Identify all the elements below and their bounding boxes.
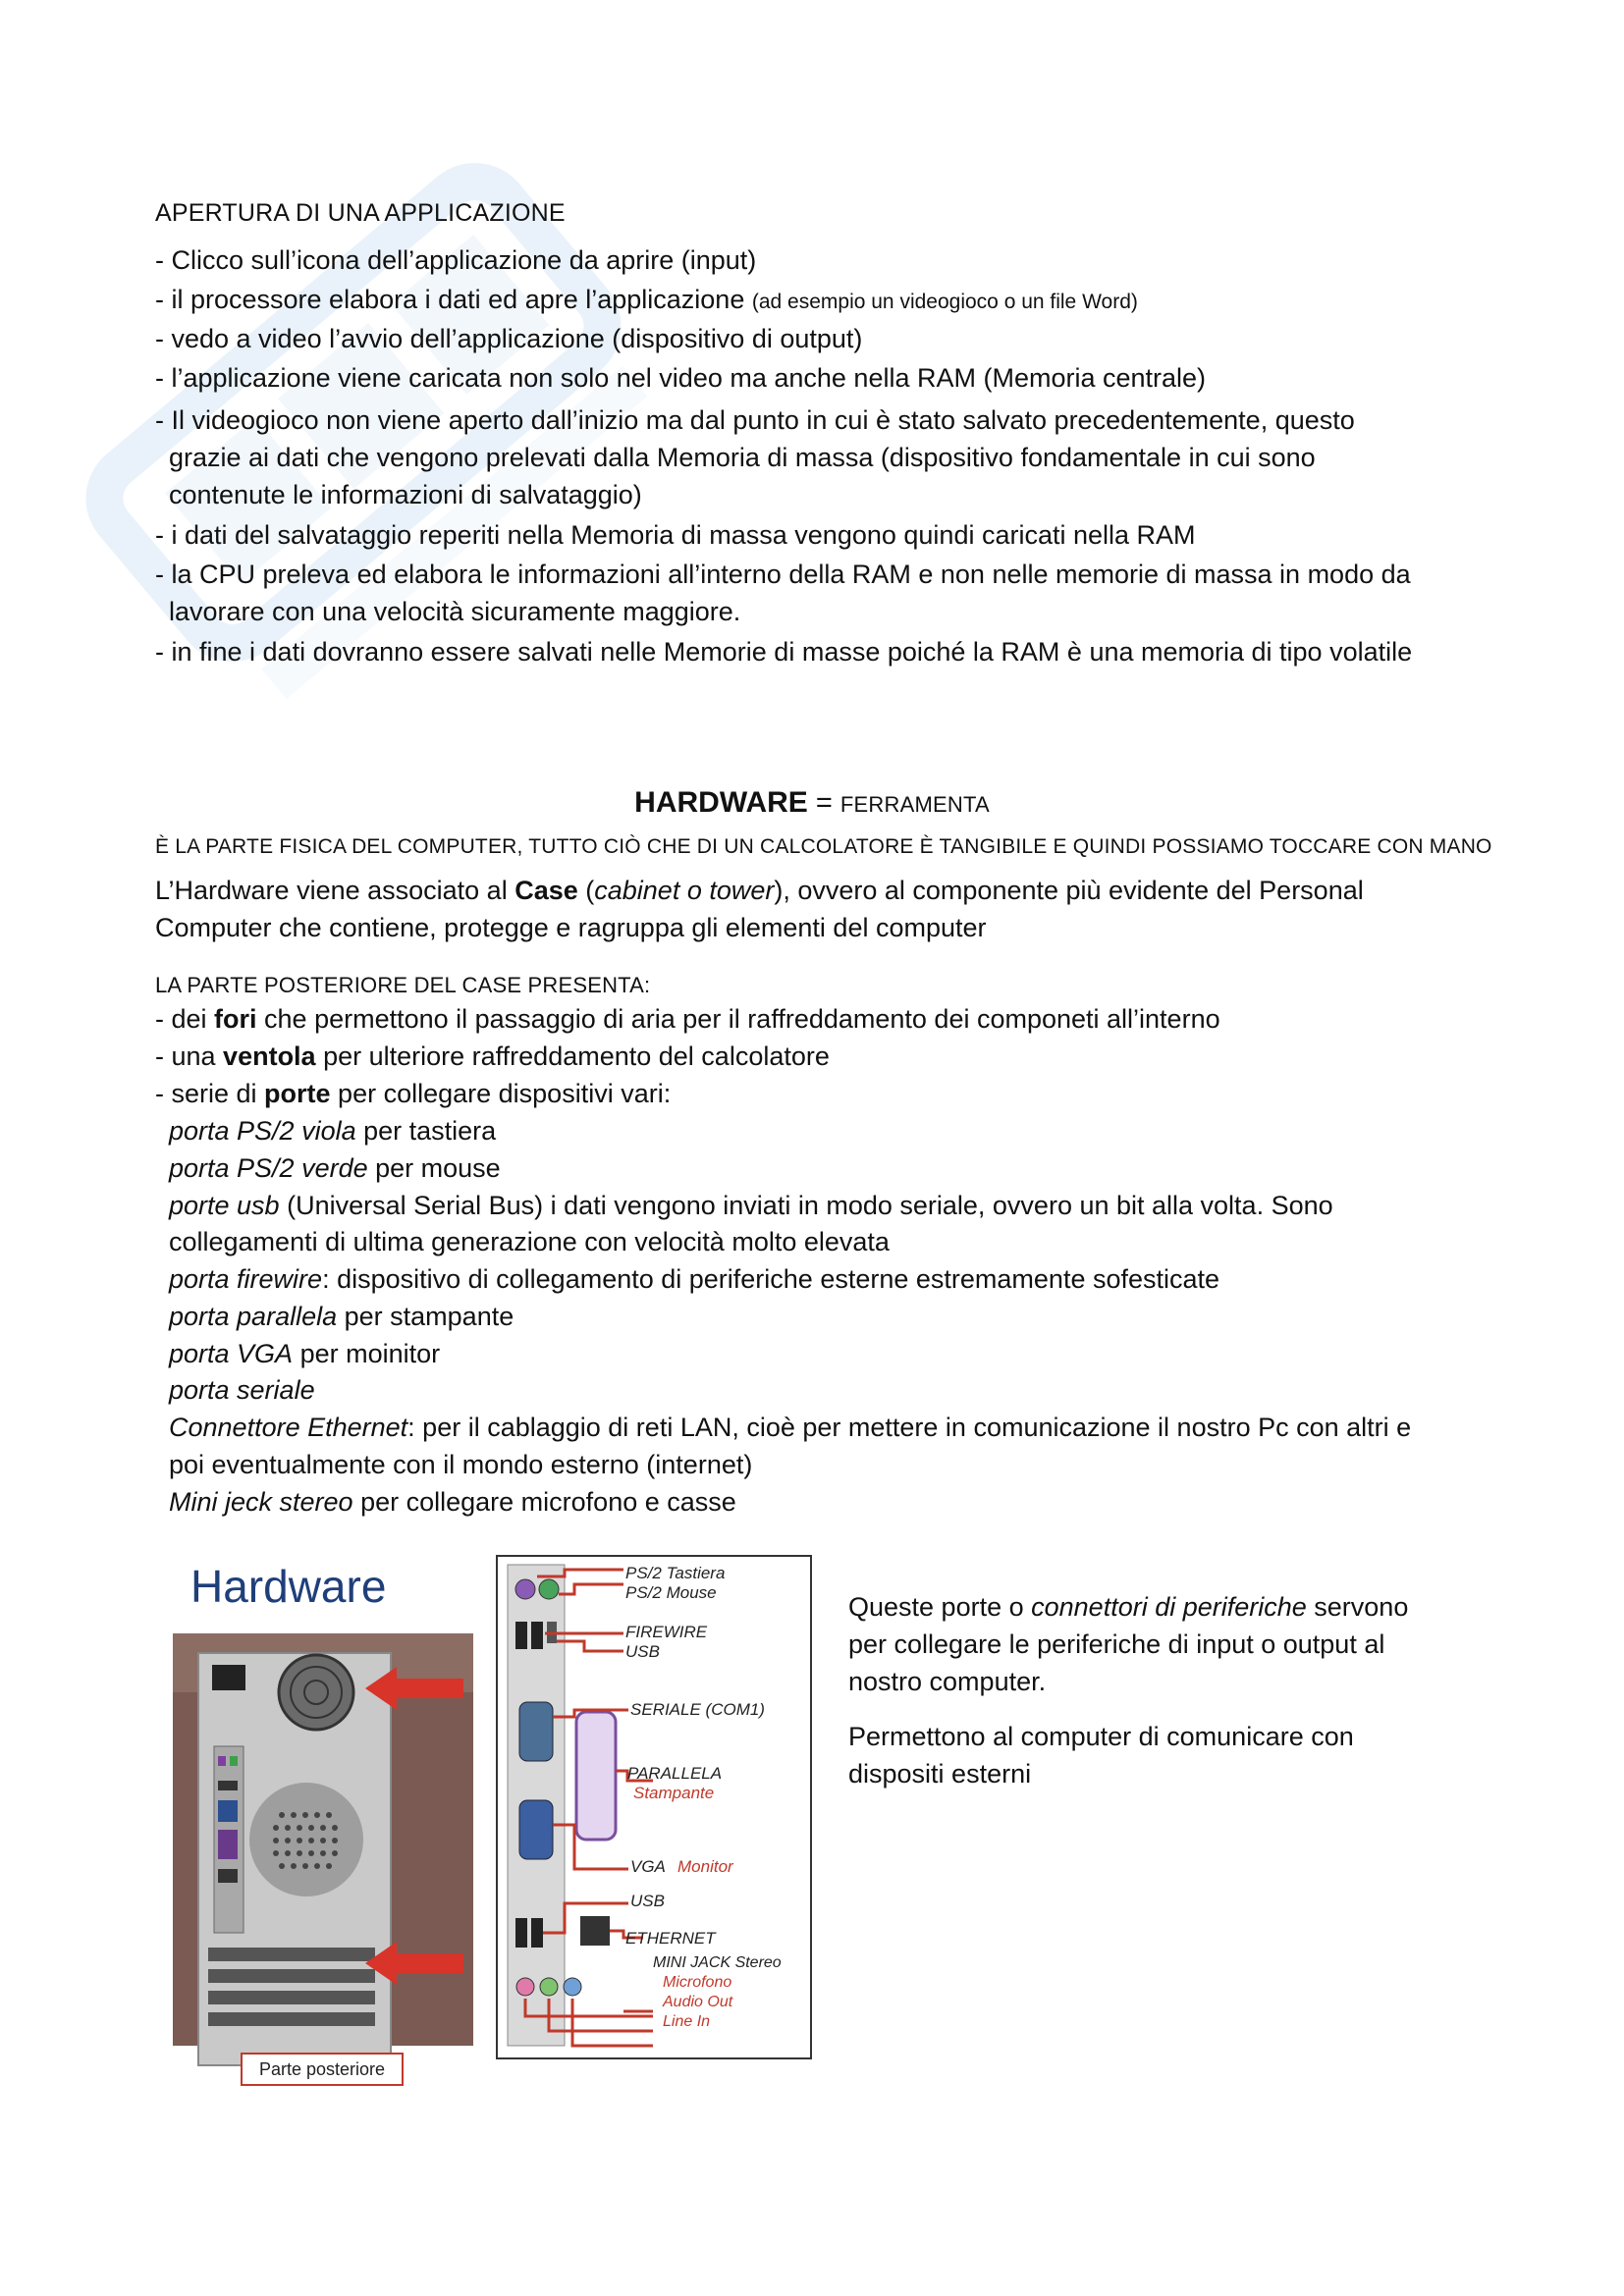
- port-item: porta PS/2 verde per mouse: [169, 1153, 501, 1183]
- port-item: Mini jeck stereo per collegare microfono e casse: [169, 1487, 736, 1517]
- port-item: porta VGA per moinitor: [169, 1339, 441, 1368]
- list-item: - serie di porte per collegare dispositivi vari:: [155, 1079, 672, 1108]
- case-rear-image: [169, 1545, 483, 2095]
- label-parallela: PARALLELA: [627, 1764, 723, 1783]
- side-paragraph: Permettono al computer di comunicare con: [848, 1722, 1354, 1751]
- label-ethernet: ETHERNET: [625, 1929, 716, 1948]
- list-item: - dei fori che permettono il passaggio di aria per il raffreddamento dei componeti all’interno: [155, 1004, 1220, 1034]
- side-paragraph: Queste porte o connettori di periferiche servono: [848, 1592, 1409, 1622]
- label-line-in: Line In: [663, 2013, 711, 2030]
- label-mini-jack: MINI JACK Stereo: [653, 1954, 782, 1971]
- hardware-subtitle: È LA PARTE FISICA DEL COMPUTER, TUTTO CIÒ CHE DI UN CALCOLATORE È TANGIBILE E QUINDI POSSIAMO TOCCARE CON MANO: [155, 835, 1492, 858]
- rear-heading: LA PARTE POSTERIORE DEL CASE PRESENTA:: [155, 973, 651, 997]
- label-usb: USB: [625, 1642, 660, 1661]
- side-paragraph: dispositi esterni: [848, 1759, 1032, 1789]
- hardware-title: HARDWARE = FERRAMENTA: [634, 786, 990, 819]
- paragraph: L’Hardware viene associato al Case (cabinet o tower), ovvero al componente più evidente del Personal: [155, 876, 1364, 905]
- ports-diagram: [496, 1555, 812, 2059]
- list-item: - in fine i dati dovranno essere salvati nelle Memorie di masse poiché la RAM è una memoria di tipo volatile: [155, 637, 1413, 667]
- paragraph: Computer che contiene, protegge e ragruppa gli elementi del computer: [155, 913, 987, 942]
- label-audio-out: Audio Out: [663, 1994, 733, 2010]
- label-ps2-tastiera: PS/2 Tastiera: [625, 1564, 726, 1582]
- label-microfono: Microfono: [663, 1974, 732, 1991]
- port-item: porta PS/2 viola per tastiera: [169, 1116, 497, 1146]
- list-item: - Clicco sull’icona dell’applicazione da aprire (input): [155, 245, 757, 275]
- port-item: collegamenti di ultima generazione con velocità molto elevata: [169, 1227, 890, 1256]
- port-item: porta seriale: [169, 1375, 315, 1405]
- list-item: - l’applicazione viene caricata non solo nel video ma anche nella RAM (Memoria centrale): [155, 363, 1207, 393]
- label-vga: VGA: [630, 1857, 666, 1876]
- list-item: - vedo a video l’avvio dell’applicazione (dispositivo di output): [155, 324, 863, 353]
- figure-title: Hardware: [190, 1561, 387, 1612]
- port-item: porta firewire: dispositivo di collegamento di periferiche esterne estremamente sofesticate: [169, 1264, 1220, 1294]
- list-item: - la CPU preleva ed elabora le informazioni all’interno della RAM e non nelle memorie di massa in modo da: [155, 560, 1411, 589]
- list-item-cont: lavorare con una velocità sicuramente maggiore.: [169, 597, 741, 626]
- label-ps2-mouse: PS/2 Mouse: [625, 1583, 717, 1602]
- list-item: - una ventola per ulteriore raffreddamento del calcolatore: [155, 1041, 830, 1071]
- port-item: poi eventualmente con il mondo esterno (internet): [169, 1450, 753, 1479]
- label-stampante: Stampante: [633, 1784, 715, 1802]
- port-item: porta parallela per stampante: [169, 1302, 514, 1331]
- figure-caption: Parte posteriore: [241, 2053, 404, 2086]
- label-usb-2: USB: [630, 1892, 665, 1910]
- list-item-cont: grazie ai dati che vengono prelevati dalla Memoria di massa (dispositivo fondamentale in cui sono: [169, 443, 1316, 472]
- list-item-cont: contenute le informazioni di salvataggio): [169, 480, 642, 509]
- label-monitor: Monitor: [677, 1857, 733, 1876]
- side-paragraph: per collegare le periferiche di input o output al: [848, 1629, 1385, 1659]
- port-item: Connettore Ethernet: per il cablaggio di reti LAN, cioè per mettere in comunicazione il nostro Pc con altri e: [169, 1413, 1412, 1442]
- label-firewire: FIREWIRE: [625, 1623, 708, 1641]
- list-item: - i dati del salvataggio reperiti nella Memoria di massa vengono quindi caricati nella RAM: [155, 520, 1196, 550]
- section-heading: APERTURA DI UNA APPLICAZIONE: [155, 199, 566, 227]
- list-item: - Il videogioco non viene aperto dall’inizio ma dal punto in cui è stato salvato precedentemente, questo: [155, 405, 1355, 435]
- label-seriale: SERIALE (COM1): [630, 1700, 765, 1719]
- port-item: porte usb (Universal Serial Bus) i dati vengono inviati in modo seriale, ovvero un bit alla volta. Sono: [169, 1191, 1333, 1220]
- list-item: - il processore elabora i dati ed apre l’applicazione (ad esempio un videogioco o un file Word): [155, 285, 1138, 314]
- side-paragraph: nostro computer.: [848, 1667, 1047, 1696]
